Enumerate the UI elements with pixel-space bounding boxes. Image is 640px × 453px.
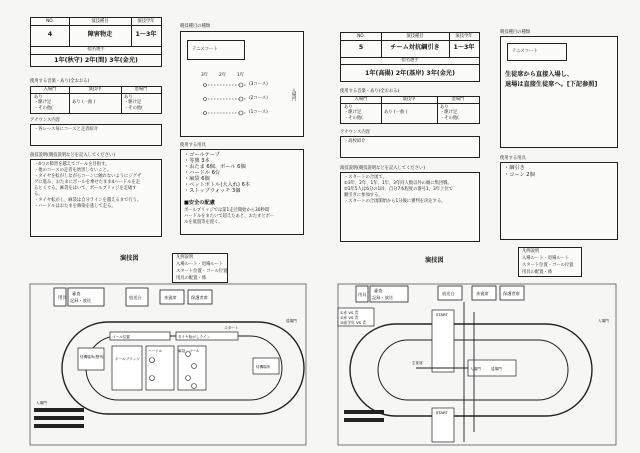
diagram-label: 麻袋・ゴール: [178, 349, 200, 353]
notes-title: 演技説明(競技説明などを記入してください): [30, 153, 115, 158]
note-line: ・タイヤを転がしながらコーンに触れないようにジグザ: [34, 174, 142, 179]
during-music: あり (一曲 ): [384, 110, 408, 115]
diagram-label: 生徒席: [412, 361, 423, 365]
event-grades: 1～3年: [135, 31, 157, 38]
note-line: ・スタートの合図で、: [344, 175, 387, 180]
participants: 1年(秋守) 2年(間) 3年(金光): [54, 57, 138, 64]
diagram-label: START: [436, 312, 448, 317]
left-equipment-box: [180, 149, 304, 235]
diagram-label: 退場門: [286, 319, 297, 323]
equipment-item: ・ペットボトル(大入れ) 6本: [184, 182, 251, 188]
diagram-label: タイヤ転がしライン: [178, 335, 211, 339]
safety-line: ルを低置等を置く。: [184, 220, 223, 225]
entry-run: ・駆け足: [34, 100, 52, 105]
event-label: 演技種目: [91, 19, 109, 24]
right-stage-box: [500, 36, 618, 148]
right-equipment-box: [500, 162, 618, 240]
tent-label: 放送台: [129, 295, 142, 300]
legend-item: 入場ルート・退場ルート: [522, 256, 570, 261]
left-movement-table: [30, 86, 162, 114]
col-1nen: 1年: [237, 73, 245, 78]
left-notes-box: [30, 159, 162, 237]
right-diagram-title: 演技図: [425, 257, 444, 264]
entry-music: あり: [344, 105, 353, 110]
note-line: ①3年、2年、1年、1年、3年同人数以外の順に集団戦。: [344, 181, 452, 186]
note-line: ・他のコースの走者を妨害しないこと。: [34, 168, 112, 173]
gate-label: 入場門: [291, 88, 297, 101]
col-during: 演技中: [402, 97, 416, 102]
col-during: 演技中: [88, 87, 102, 92]
movement-title: 使用する音楽・あり(全おおる): [340, 89, 400, 94]
diagram-label: ボールブリッジ: [115, 357, 140, 361]
course-head: テニスコート: [512, 49, 538, 54]
safety-title: ■安全の配慮: [184, 200, 215, 206]
diagram-label: ゴール位置: [112, 335, 130, 339]
note-line: ・4つの障害を越えてゴールを目指す。: [34, 162, 110, 167]
notes-title: 演技説明(競技説明などを記入してください): [340, 166, 425, 171]
event-label: 演技種目: [406, 34, 424, 39]
note-line: 順引きに参加する。: [344, 193, 383, 198]
group-label: ③高学年 VS 青: [340, 320, 367, 325]
note-line: グに進み、おたまにボールを乗せたまま4ハードルを走: [34, 180, 141, 185]
movement-title: 使用する音楽・あり(全おおる): [30, 79, 90, 84]
right-legend: [518, 247, 582, 277]
no-label: NO.: [46, 19, 54, 24]
col-entry: 入場門: [43, 87, 57, 92]
left-announce-box: [30, 124, 162, 146]
tent-label: 保護者席: [503, 291, 520, 296]
announce-title: アナウンス内容: [340, 130, 370, 135]
legend-item: スタート位置・ゴール位置: [176, 269, 228, 274]
diagram-label: 待機場所: [256, 365, 271, 369]
event-number: 4: [47, 31, 53, 38]
diagram-label: 入場門: [36, 401, 47, 405]
event-name: チーム対抗綱引き: [390, 44, 440, 51]
entry-run: ・駆け足: [344, 110, 362, 115]
left-header-table: [30, 17, 162, 67]
announce-text: ・高校紹介: [344, 139, 366, 144]
note-line: ②3年5人は6分の1回、自分7本程度の番号1、3年上位で: [344, 187, 453, 192]
equipment-item: ・ストップウォッチ 3個: [184, 188, 241, 194]
entry-other: ・その他(: [344, 116, 363, 121]
diagram-label: 待機場所(整列): [80, 355, 105, 359]
left-legend: [172, 253, 228, 283]
legend-item: 用具の配置・係: [176, 276, 207, 281]
tent-label: 審査: [374, 288, 383, 293]
stage-memo: 退場は直接生徒席へ。[下記参照]: [505, 81, 598, 88]
stage-title: 競技種目の種類: [500, 30, 531, 35]
tent-label: 保護者席: [191, 295, 208, 300]
participants: 1年(高揚) 2年(基岸) 3年(金光): [365, 70, 455, 77]
course-lines: [181, 32, 305, 138]
col-exit: 退場門: [134, 87, 148, 92]
participants-label: 指名選手: [401, 58, 419, 63]
legend-item: 用具の配置・係: [522, 270, 553, 275]
tent-label: 放送台: [442, 291, 455, 296]
event-name: 障害物走: [87, 31, 113, 38]
group-label: ②赤 VS 青: [340, 315, 359, 320]
diagram-label: 入場門: [598, 319, 609, 323]
exit-music: あり: [440, 105, 449, 110]
right-notes-box: [340, 172, 480, 242]
exit-run: ・駆け足: [440, 110, 458, 115]
group-label: ①赤 VS 青: [340, 310, 359, 315]
right-field-diagram: [336, 282, 618, 447]
diagram-label: ハードル: [148, 349, 163, 353]
announce-text: ・各レース毎にコースと走者紹介: [34, 127, 99, 132]
tent-label: 用具: [358, 292, 367, 297]
right-announce-box: [340, 136, 480, 158]
left-field-diagram: [28, 282, 308, 447]
diagram-label: 入場門: [470, 367, 481, 371]
legend-title: 凡例説明: [522, 249, 540, 254]
diagram-label: START: [436, 410, 448, 415]
participants-label: 指名選手: [87, 47, 105, 52]
announce-title: アナウンス内容: [30, 118, 60, 123]
note-line: ・スタートの合図開始から1分後に審判を決定する。: [344, 199, 446, 204]
tent-label: 審査: [72, 291, 81, 296]
note-line: る。: [34, 192, 43, 197]
legend-item: 入場ルート・退場ルート: [176, 262, 224, 267]
entry-music: あり: [34, 95, 43, 100]
note-line: ・ハードルはおたまを飾染を逃して走る。: [34, 204, 116, 209]
equipment-item: ・ハードル 6台: [184, 170, 221, 176]
legend-item: スタート位置・ゴール位置: [522, 263, 574, 268]
tent-label: 来賓席: [164, 295, 177, 300]
course-head: テニスコート: [192, 47, 218, 52]
safety-line: ボールブリッジでは第1走目開始から30秒間: [184, 208, 270, 213]
note-line: ・タイヤ転がし、麻袋は自分ラインを越えるまで行う。: [34, 198, 142, 203]
entry-other: ・その他(: [34, 106, 53, 111]
exit-other: ・その他(: [124, 106, 143, 111]
event-grades: 1～3年: [453, 44, 475, 51]
stage-memo: 生徒席から直接入場し、: [505, 71, 574, 78]
event-number: 5: [358, 44, 364, 51]
left-diagram-title: 演技図: [120, 255, 139, 262]
during-music: あり (一曲 ): [72, 100, 96, 105]
exit-other: ・その他(: [440, 116, 459, 121]
no-label: NO.: [357, 34, 365, 39]
col-2nen: 2年: [219, 73, 227, 78]
equipment-item: ・等旗 3本: [184, 158, 210, 164]
grade-label: 演技学年: [455, 34, 473, 39]
diagram-label: 退場門: [491, 367, 502, 371]
equipment-item: ・コーン 2個: [504, 172, 535, 178]
right-movement-table: [340, 96, 480, 124]
right-header-table: [340, 32, 480, 82]
col-exit: 退場門: [451, 97, 465, 102]
equipment-title: 使用する用具: [500, 156, 526, 161]
col-entry: 入場門: [354, 97, 368, 102]
safety-line: ハードルをまたいで超えたあと、おたまとボー: [184, 214, 275, 219]
col-3nen: 3年: [201, 73, 209, 78]
equipment-item: ・綱引き: [504, 165, 525, 171]
exit-music: あり: [124, 95, 133, 100]
grade-label: 演技学年: [137, 19, 155, 24]
left-stage-box: [180, 31, 304, 137]
course-1: (1コース): [249, 110, 268, 115]
course-2: (2コース): [249, 96, 268, 101]
tent-label: 用具: [58, 296, 67, 301]
tent-label: 記録・放送: [70, 298, 91, 303]
equipment-item: ・おたま 6個、ボール 6個: [184, 164, 246, 170]
equipment-title: 使用する用具: [180, 143, 206, 148]
tent-label: 記録・放送: [372, 295, 393, 300]
exit-run: ・駆け足: [124, 100, 142, 105]
diagram-label: スタート: [224, 326, 239, 330]
legend-title: 凡例説明: [176, 255, 194, 260]
course-3: (3コース): [249, 82, 268, 87]
equipment-item: ・ゴールテープ: [184, 152, 220, 158]
note-line: るとくぐる。麻袋をはいて、ボールブリッジを走破す: [34, 186, 137, 191]
tent-label: 来賓席: [476, 291, 489, 296]
equipment-item: ・麻袋 6個: [184, 176, 210, 182]
stage-title: 競技種目の種類: [180, 24, 211, 29]
